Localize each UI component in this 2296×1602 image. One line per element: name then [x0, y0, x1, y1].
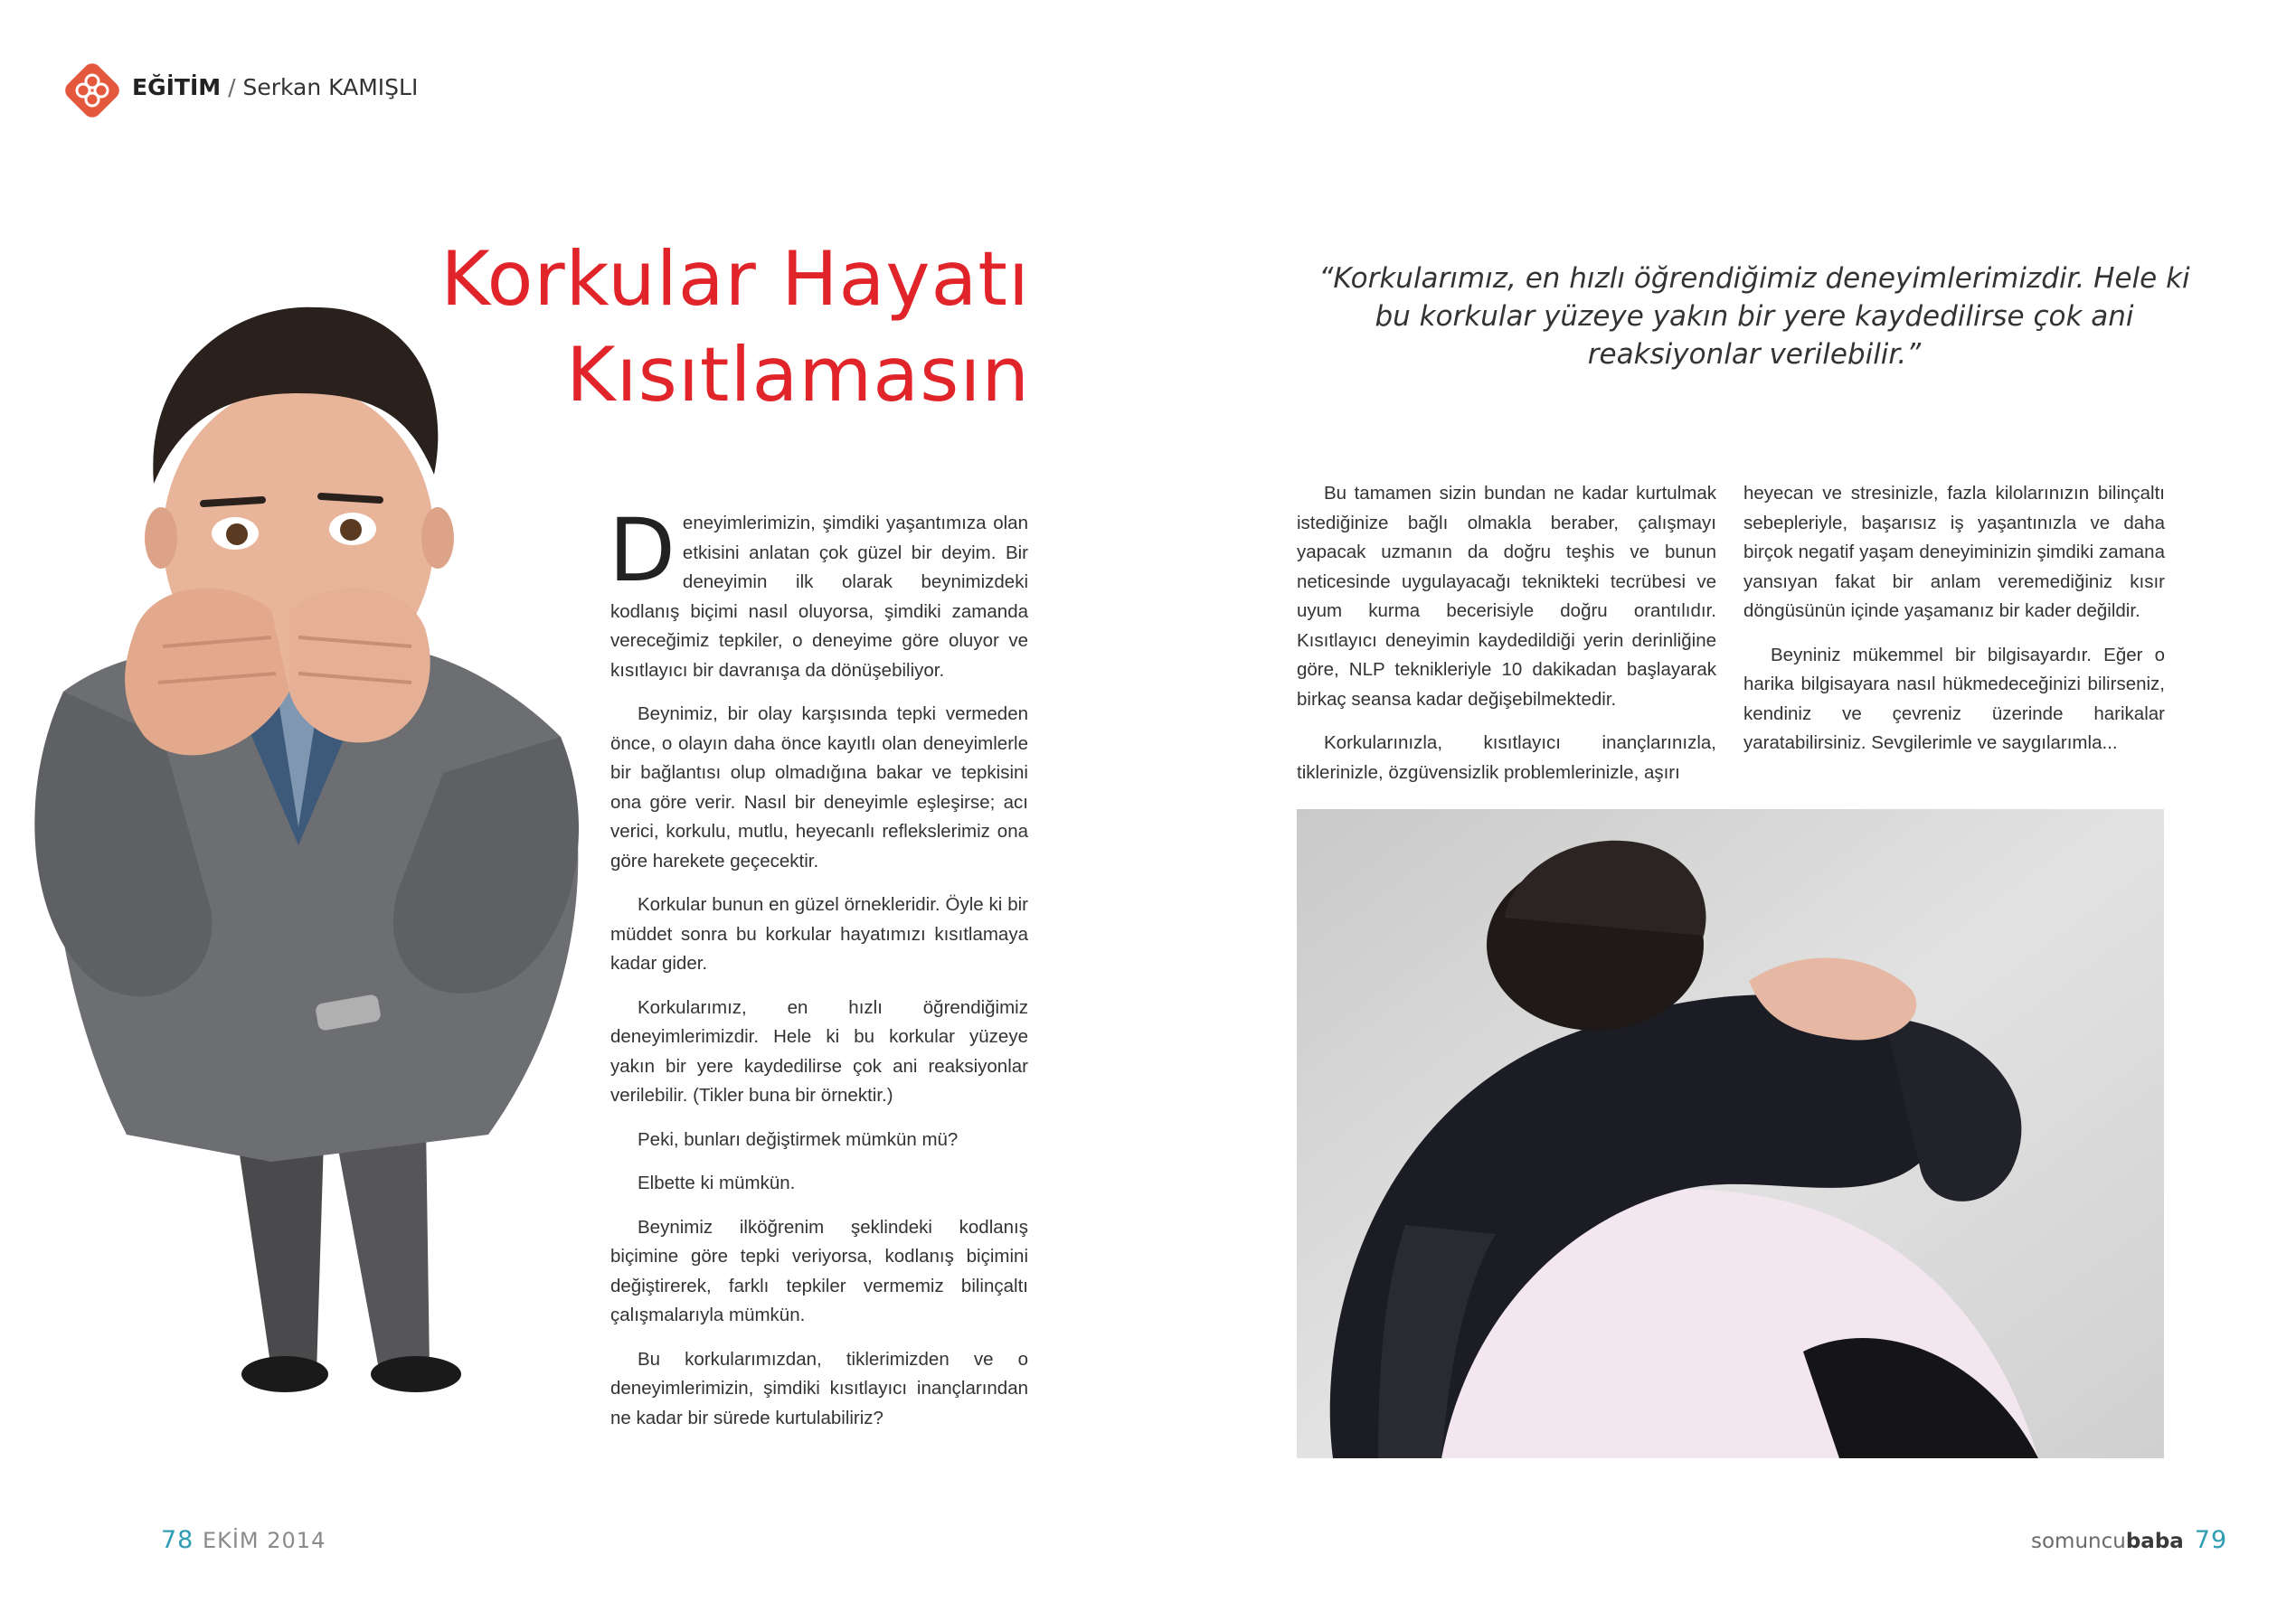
paragraph: heyecan ve stresinizle, fazla kilolarınızın bilinçaltı sebepleriyle, başarısız iş yaşantınızla ve daha birçok negatif yaşam deneyiminizin şimdiki zamana yansıyan fakat bir anlam veremediğiniz kısır döngüsünün içinde yaşamanız bir kader değildir. [1743, 483, 2165, 621]
paragraph: Elbette ki mümkün. [638, 1173, 796, 1193]
paragraph: Beynimiz ilköğrenim şeklindeki kodlanış biçimine göre tepki veriyorsa, kodlanış biçimini değiştirerek, farklı tepkiler vermemiz bilinçaltı çalışmalarıyla mümkün. [610, 1216, 1028, 1325]
column-1 [609, 500, 1028, 1447]
footer-left [161, 1526, 326, 1554]
article-title [440, 231, 1030, 423]
section-header [132, 74, 418, 100]
magazine-name-part-2: baba [2125, 1530, 2184, 1553]
section-name: EĞİTİM [132, 74, 222, 100]
pull-quote: “Korkularımız, en hızlı öğrendiğimiz deneyimlerimizdir. Hele ki bu korkular yüzeye yakın bir yere kaydedilirse çok ani reaksiyonlar verilebilir.” [1318, 262, 2190, 371]
column-3 [1743, 479, 2165, 773]
paragraph: Deneyimlerimizin, şimdiki yaşantımıza olan etkisini anlatan çok güzel bir deyim. Bir deneyimin ilk olarak beynimizdeki kodlanış biçimi nasıl oluyorsa, şimdiki zamanda vereceğimiz tepkiler, o deneyime göre oluyor ve kısıtlayıcı bir davranışa da dönüşebiliyor. [609, 500, 1028, 681]
paragraph: Bu tamamen sizin bundan ne kadar kurtulmak istediğinize bağlı olmakla beraber, çalışmayı yapacak uzmanın da doğru teşhis ve bunun neticesinde uygulayacağı teknikteki tecrübesi ve uyum kurma becerisiyle doğru orantılıdır. Kısıtlayıcı deneyimin kaydedildiği yerin derinliğine göre, NLP teknikleriyle 10 dakikadan başlayarak birkaç seansa kadar değişebilmektedir. [1297, 483, 1716, 710]
page-number-left: 78 [161, 1526, 194, 1554]
author-name: Serkan KAMIŞLI [242, 74, 419, 100]
title-line-1: Korkular Hayatı [440, 235, 1030, 323]
column-2 [1297, 479, 1716, 802]
page-number-right: 79 [2194, 1526, 2228, 1554]
paragraph: Korkularımız, en hızlı öğrendiğimiz deneyimlerimizdir. Hele ki bu korkular yüzeye yakın bir yere kaydedilirse çok ani reaksiyonlar verilebilir. (Tikler buna bir örnektir.) [610, 996, 1028, 1106]
paragraph: Beynimiz, bir olay karşısında tepki vermeden önce, o olayın daha önce kayıtlı olan deneyimlerle bir bağlantısı olup olmadığına bakar ve tepkisini ona göre verir. Nasıl bir deneyimle eşleşirse; acı verici, korkulu, mutlu, heyecanlı reflekslerimiz ona göre harekete geçecektir. [610, 703, 1028, 872]
issue-date: EKİM 2014 [202, 1528, 326, 1553]
paragraph: Beyniniz mükemmel bir bilgisayardır. Eğer o harika bilgisayara nasıl hükmedeceğinizi bilirseniz, kendiniz ve çevreniz üzerinde harikalar yaratabilirsiniz. Sevgilerimle ve saygılarımla... [1743, 644, 2165, 753]
paragraph: Peki, bunları değiştirmek mümkün mü? [638, 1128, 959, 1150]
photo-sad-person [1297, 809, 2164, 1458]
title-line-2: Kısıtlamasın [566, 331, 1030, 419]
paragraph: Korkular bunun en güzel örnekleridir. Öyle ki bir müddet sonra bu korkular hayatımızı kısıtlamaya kadar gider. [610, 894, 1028, 974]
section-logo-icon [60, 58, 125, 123]
paragraph: Bu korkularımızdan, tiklerimizden ve o deneyimlerimizin, şimdiki kısıtlayıcı inançlarından ne kadar bir sürede kurtulabiliriz? [610, 1348, 1028, 1428]
paragraph: Korkularınızla, kısıtlayıcı inançlarınızla, tiklerinizle, özgüvensizlik problemlerinizle, aşırı [1297, 732, 1716, 783]
drop-cap: D [609, 500, 676, 601]
header-separator: / [228, 74, 236, 100]
photo-anxious-man [0, 267, 597, 1392]
magazine-name-part-1: somuncu [2031, 1530, 2126, 1553]
footer-right [2031, 1526, 2227, 1554]
